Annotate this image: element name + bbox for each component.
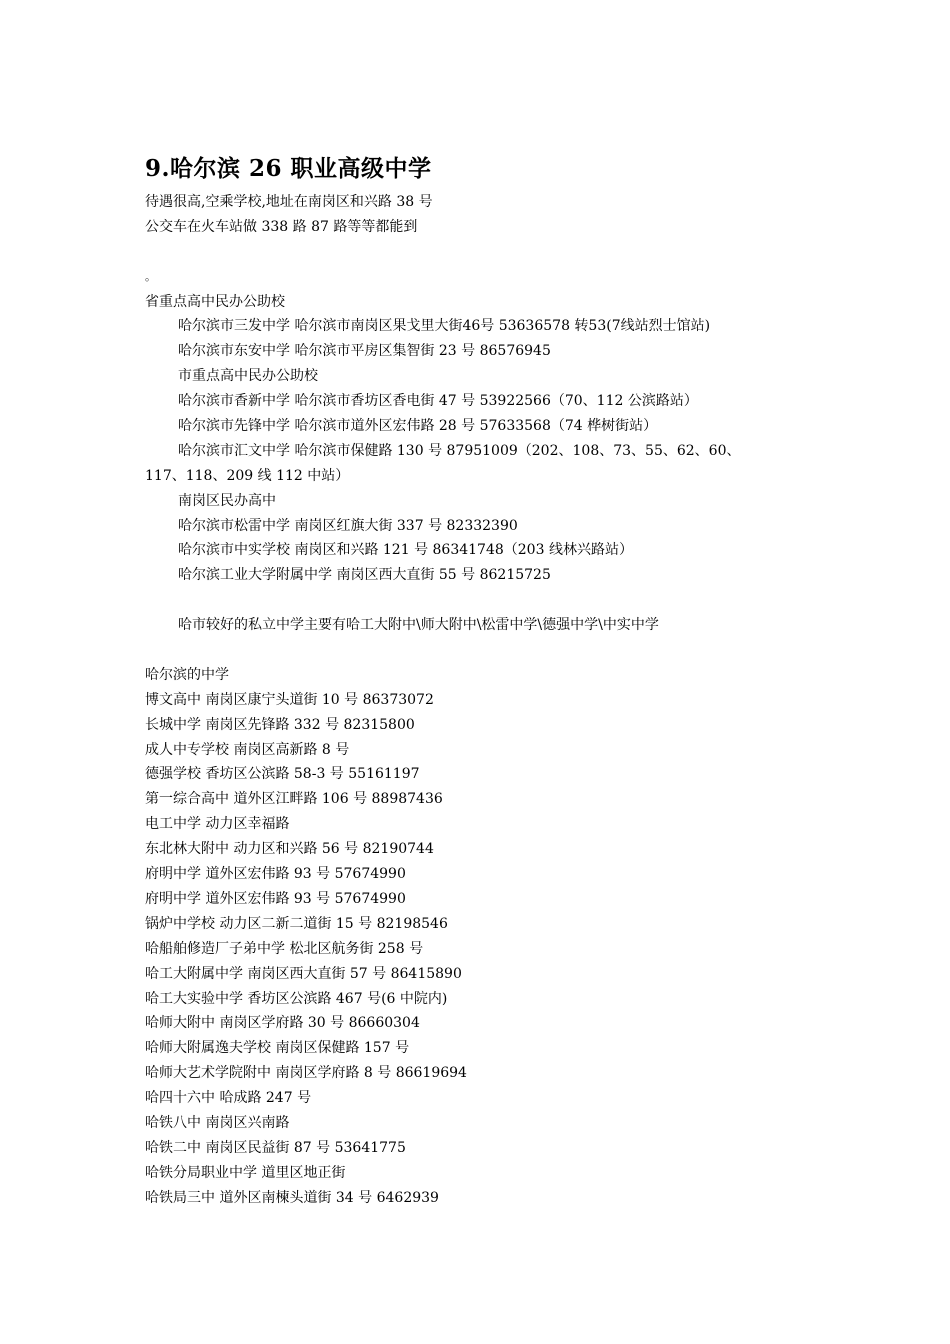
school-entry: 哈尔滨市先锋中学 哈尔滨市道外区宏伟路 28 号 57633568（74 桦树街站） (178, 418, 658, 435)
list-item: 府明中学 道外区宏伟路 93 号 57674990 (145, 890, 406, 907)
list-item: 东北林大附中 动力区和兴路 56 号 82190744 (145, 841, 434, 858)
middle-schools-heading: 哈尔滨的中学 (145, 666, 229, 683)
list-item: 成人中专学校 南岗区高新路 8 号 (145, 741, 350, 758)
school-entry: 哈尔滨市中实学校 南岗区和兴路 121 号 86341748（203 线林兴路站） (178, 542, 633, 559)
list-item: 电工中学 动力区幸福路 (145, 816, 290, 833)
private-schools-note: 哈市较好的私立中学主要有哈工大附中\师大附中\松雷中学\德强中学\中实中学 (178, 617, 659, 634)
intro-line: 公交车在火车站做 338 路 87 路等等都能到 (145, 218, 418, 235)
list-item: 哈铁局三中 道外区南楝头道街 34 号 6462939 (145, 1189, 439, 1206)
school-entry: 哈尔滨市香新中学 哈尔滨市香坊区香电街 47 号 53922566（70、112 公滨路站） (178, 393, 698, 410)
list-item: 哈铁分局职业中学 道里区地正街 (145, 1164, 346, 1181)
document-title: 9.哈尔滨 26 职业高级中学 (145, 155, 432, 182)
list-item: 第一综合高中 道外区江畔路 106 号 88987436 (145, 791, 443, 808)
city-heading: 市重点高中民办公助校 (178, 368, 318, 385)
school-entry: 哈尔滨市东安中学 哈尔滨市平房区集智街 23 号 86576945 (178, 343, 551, 360)
school-entry: 哈尔滨市三发中学 哈尔滨市南岗区果戈里大街46号 53636578 转53(7线站烈士馆站) (178, 318, 711, 335)
list-item: 哈船舶修造厂子弟中学 松北区航务街 258 号 (145, 940, 424, 957)
school-entry: 哈尔滨市汇文中学 哈尔滨市保健路 130 号 87951009（202、108、73、55、62、60、 (178, 442, 741, 459)
nangang-heading: 南岗区民办高中 (178, 492, 276, 509)
list-item: 锅炉中学校 动力区二新二道街 15 号 82198546 (145, 915, 448, 932)
list-item: 博文高中 南岗区康宁头道街 10 号 86373072 (145, 691, 434, 708)
middle-school-list (145, 688, 825, 1211)
blank-line (145, 638, 825, 663)
school-entry-continuation: 117、118、209 线 112 中站） (145, 467, 350, 484)
list-item: 德强学校 香坊区公滨路 58-3 号 55161197 (145, 766, 420, 783)
document-body (145, 190, 825, 1211)
list-item: 哈工大实验中学 香坊区公滨路 467 号(6 中院内) (145, 990, 448, 1007)
list-item: 府明中学 道外区宏伟路 93 号 57674990 (145, 866, 406, 883)
list-item: 哈师大附属逸夫学校 南岗区保健路 157 号 (145, 1040, 410, 1057)
list-item: 哈师大艺术学院附中 南岗区学府路 8 号 86619694 (145, 1065, 467, 1082)
school-entry: 哈尔滨工业大学附属中学 南岗区西大直街 55 号 86215725 (178, 567, 551, 584)
list-item: 长城中学 南岗区先锋路 332 号 82315800 (145, 716, 415, 733)
list-item: 哈四十六中 哈成路 247 号 (145, 1090, 312, 1107)
dot-mark: 。 (145, 269, 156, 283)
list-item: 哈师大附中 南岗区学府路 30 号 86660304 (145, 1015, 420, 1032)
blank-line (145, 240, 825, 265)
school-entry: 哈尔滨市松雷中学 南岗区红旗大街 337 号 82332390 (178, 517, 518, 534)
list-item: 哈铁二中 南岗区民益街 87 号 53641775 (145, 1139, 406, 1156)
blank-line (145, 588, 825, 613)
list-item: 哈工大附属中学 南岗区西大直街 57 号 86415890 (145, 965, 462, 982)
list-item: 哈铁八中 南岗区兴南路 (145, 1114, 290, 1131)
provincial-heading: 省重点高中民办公助校 (145, 293, 285, 310)
intro-line: 待遇很高,空乘学校,地址在南岗区和兴路 38 号 (145, 194, 433, 210)
